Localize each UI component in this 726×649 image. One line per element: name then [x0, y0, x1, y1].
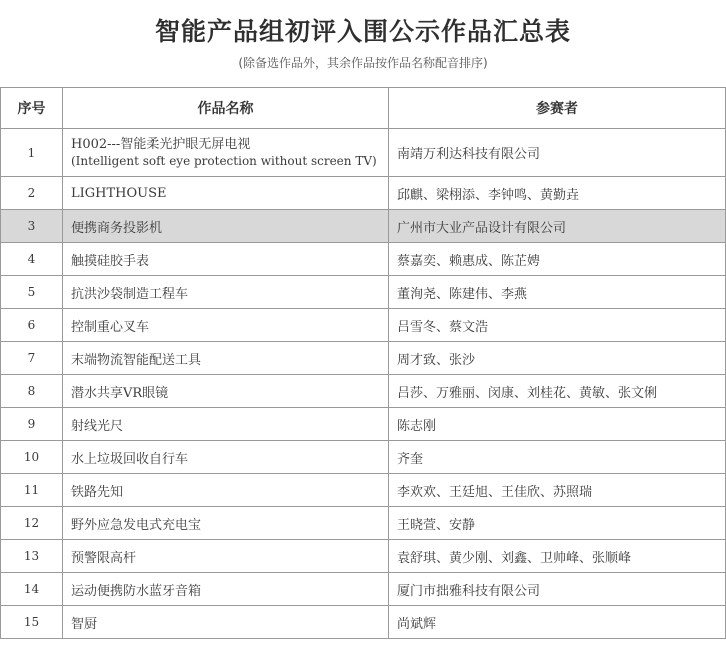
entrant: 袁舒琪、黄少刚、刘鑫、卫帅峰、张顺峰: [389, 540, 726, 573]
work-name: 预警限高杆: [63, 540, 389, 573]
column-header-number: 序号: [1, 88, 63, 129]
table-row-highlighted: [1, 210, 726, 243]
entrant: 董洵尧、陈建伟、李燕: [389, 276, 726, 309]
entrant: 邱麒、梁栩添、李钟鸣、黄勤垚: [389, 177, 726, 210]
column-header-work-name: 作品名称: [63, 88, 389, 129]
entrant: 吕莎、万雅丽、闵康、刘桂花、黄敏、张文俐: [389, 375, 726, 408]
row-number: 2: [1, 177, 63, 210]
entrant: 南靖万利达科技有限公司: [389, 129, 726, 177]
work-name: 末端物流智能配送工具: [63, 342, 389, 375]
row-number: 9: [1, 408, 63, 441]
entrant: 陈志刚: [389, 408, 726, 441]
row-number: 12: [1, 507, 63, 540]
table-row: [1, 606, 726, 639]
table-row: [1, 408, 726, 441]
work-name: 野外应急发电式充电宝: [63, 507, 389, 540]
entrant: 吕雪冬、蔡文浩: [389, 309, 726, 342]
table-row: [1, 375, 726, 408]
entrant: 齐奎: [389, 441, 726, 474]
row-number: 3: [1, 210, 63, 243]
table-row: [1, 441, 726, 474]
row-number: 5: [1, 276, 63, 309]
table-row: [1, 276, 726, 309]
entrant: 尚斌辉: [389, 606, 726, 639]
table-row: [1, 474, 726, 507]
table-row: [1, 573, 726, 606]
work-name: H002---智能柔光护眼无屏电视: [71, 137, 251, 152]
row-number: 10: [1, 441, 63, 474]
work-name: 触摸硅胶手表: [63, 243, 389, 276]
work-name: 抗洪沙袋制造工程车: [63, 276, 389, 309]
entrant: 王晓萱、安静: [389, 507, 726, 540]
row-number: 7: [1, 342, 63, 375]
finalist-table: [0, 87, 726, 639]
work-name-english: (Intelligent soft eye protection without screen TV): [71, 154, 377, 168]
table-row: [1, 309, 726, 342]
table-row: [1, 177, 726, 210]
entrant: 广州市大业产品设计有限公司: [389, 210, 726, 243]
row-number: 4: [1, 243, 63, 276]
work-name: LIGHTHOUSE: [63, 177, 389, 210]
entrant: 蔡嘉奕、赖惠成、陈芷娉: [389, 243, 726, 276]
row-number: 15: [1, 606, 63, 639]
page-title: 智能产品组初评入围公示作品汇总表: [154, 17, 571, 46]
work-name: 运动便携防水蓝牙音箱: [63, 573, 389, 606]
work-name: 水上垃圾回收自行车: [63, 441, 389, 474]
work-name: 铁路先知: [63, 474, 389, 507]
entrant: 李欢欢、王廷旭、王佳欣、苏照瑞: [389, 474, 726, 507]
entrant: 厦门市拙雅科技有限公司: [389, 573, 726, 606]
work-name-cell: [63, 129, 389, 177]
work-name: 便携商务投影机: [63, 210, 389, 243]
table-row: [1, 243, 726, 276]
table-header-row: [1, 88, 726, 129]
work-name: 控制重心叉车: [63, 309, 389, 342]
column-header-entrant: 参赛者: [389, 88, 726, 129]
row-number: 11: [1, 474, 63, 507]
row-number: 8: [1, 375, 63, 408]
entrant: 周才致、张沙: [389, 342, 726, 375]
table-row: [1, 342, 726, 375]
row-number: 13: [1, 540, 63, 573]
table-row: [1, 540, 726, 573]
table-row: [1, 507, 726, 540]
row-number: 6: [1, 309, 63, 342]
page-subtitle: (除备选作品外，其余作品按作品名称配音排序): [238, 56, 488, 70]
row-number: 14: [1, 573, 63, 606]
work-name: 智厨: [63, 606, 389, 639]
work-name: 潜水共享VR眼镜: [63, 375, 389, 408]
table-row: [1, 129, 726, 177]
row-number: 1: [1, 129, 63, 177]
work-name: 射线光尺: [63, 408, 389, 441]
